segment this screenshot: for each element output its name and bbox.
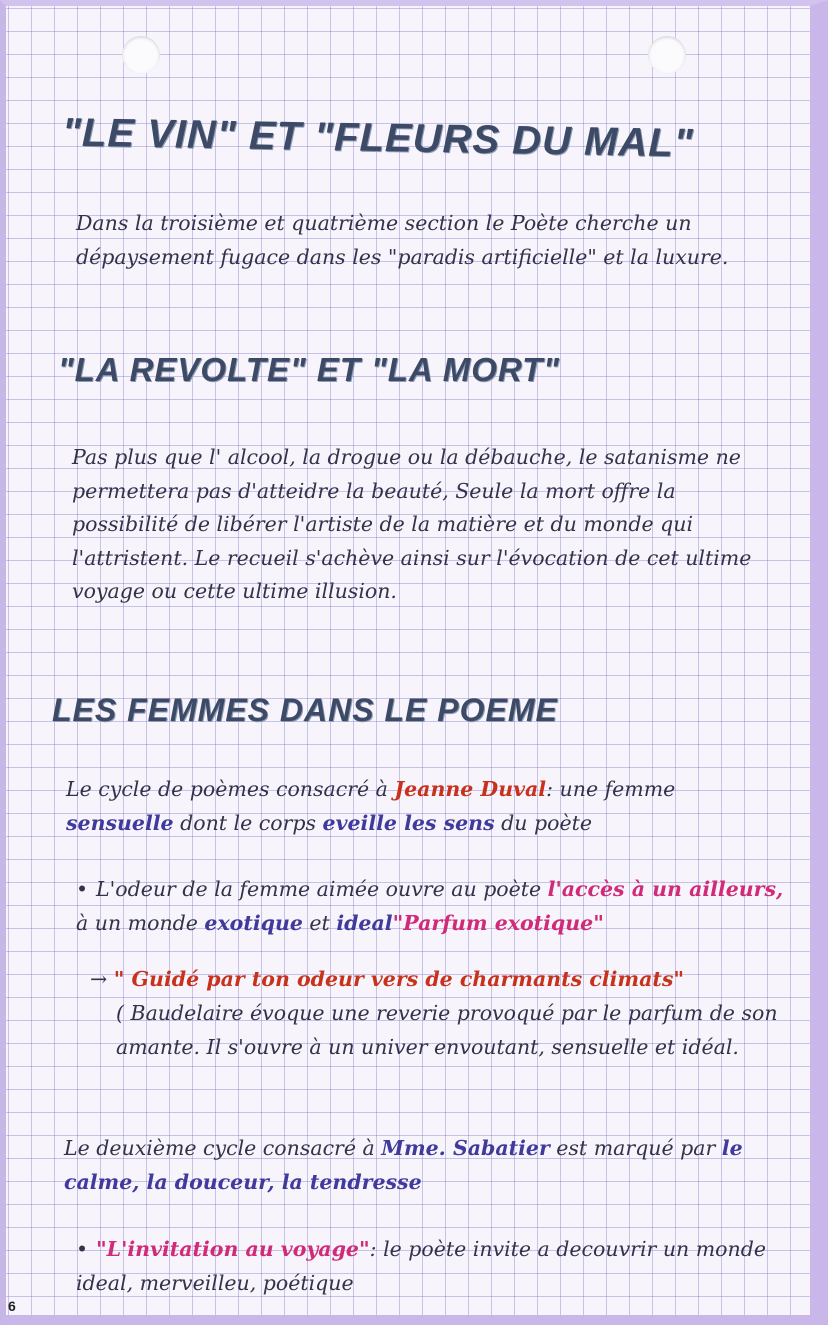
quote-highlight: " Guidé par ton odeur vers de charmants climats" — [113, 967, 685, 991]
text: et — [302, 911, 337, 935]
arrow-quote — [90, 962, 810, 996]
name-highlight: Mme. Sabatier — [381, 1136, 550, 1160]
text: L'odeur de la femme aimée ouvre au poète — [96, 877, 548, 901]
keyword-highlight: sensuelle — [66, 811, 174, 835]
paragraph-jeanne-duval — [66, 772, 786, 840]
paragraph-mort: Pas plus que l' alcool, la drogue ou la débauche, le satanisme ne permettera pas d'atteidre la beauté, Seule la mort offre la possibilité de libérer l'artiste de la matière et du monde qui l'attristent. Le recueil s'achève ainsi sur l'évocation de cet ultime voyage ou cette ultime illusion. — [72, 445, 752, 603]
page-number: 6 — [8, 1298, 16, 1314]
binder-hole — [648, 36, 686, 74]
text: est marqué par — [549, 1136, 722, 1160]
text: Le deuxième cycle consacré à — [64, 1136, 382, 1160]
bullet-icon: • — [76, 877, 89, 901]
keyword-highlight: l'accès à un ailleurs, — [547, 877, 784, 901]
keyword-highlight: eveille les sens — [322, 811, 495, 835]
bullet-icon: • — [76, 1237, 89, 1261]
heading-vin-fleurs: "LE VIN" ET "FLEURS DU MAL" — [61, 110, 695, 166]
keyword-highlight: ideal — [336, 911, 393, 935]
text: Le cycle de poèmes consacré à — [66, 777, 395, 801]
heading-revolte-mort: "LA REVOLTE" ET "LA MORT" — [58, 351, 560, 388]
name-highlight: Jeanne Duval — [394, 777, 547, 801]
text: à un monde — [76, 911, 205, 935]
paragraph-baudelaire: ( Baudelaire évoque une reverie provoqué par le parfum de son amante. Il s'ouvre à un univer envoutant, sensuelle et idéal. — [116, 1001, 778, 1059]
bullet-invitation — [76, 1232, 796, 1300]
poem-title-highlight: "Parfum exotique" — [392, 911, 604, 935]
paragraph-sabatier — [64, 1131, 784, 1199]
poem-title-highlight: "L'invitation au voyage" — [96, 1237, 370, 1261]
keyword-highlight: exotique — [204, 911, 303, 935]
paragraph-paradis: Dans la troisième et quatrième section le Poète cherche un dépaysement fugace dans les "paradis artificielle" et la luxure. — [76, 211, 729, 269]
arrow-icon: → — [90, 967, 108, 991]
text: : une femme — [546, 777, 676, 801]
binder-hole — [122, 36, 160, 74]
keyword-highlight: le calme, la douceur, la tendresse — [64, 1136, 743, 1194]
text: dont le corps — [173, 811, 323, 835]
text: du poète — [494, 811, 592, 835]
text: : le poète invite a decouvrir un monde ideal, merveilleu, poétique — [76, 1237, 766, 1295]
heading-femmes: LES FEMMES DANS LE POEME — [52, 692, 558, 728]
bullet-odeur — [76, 872, 796, 940]
